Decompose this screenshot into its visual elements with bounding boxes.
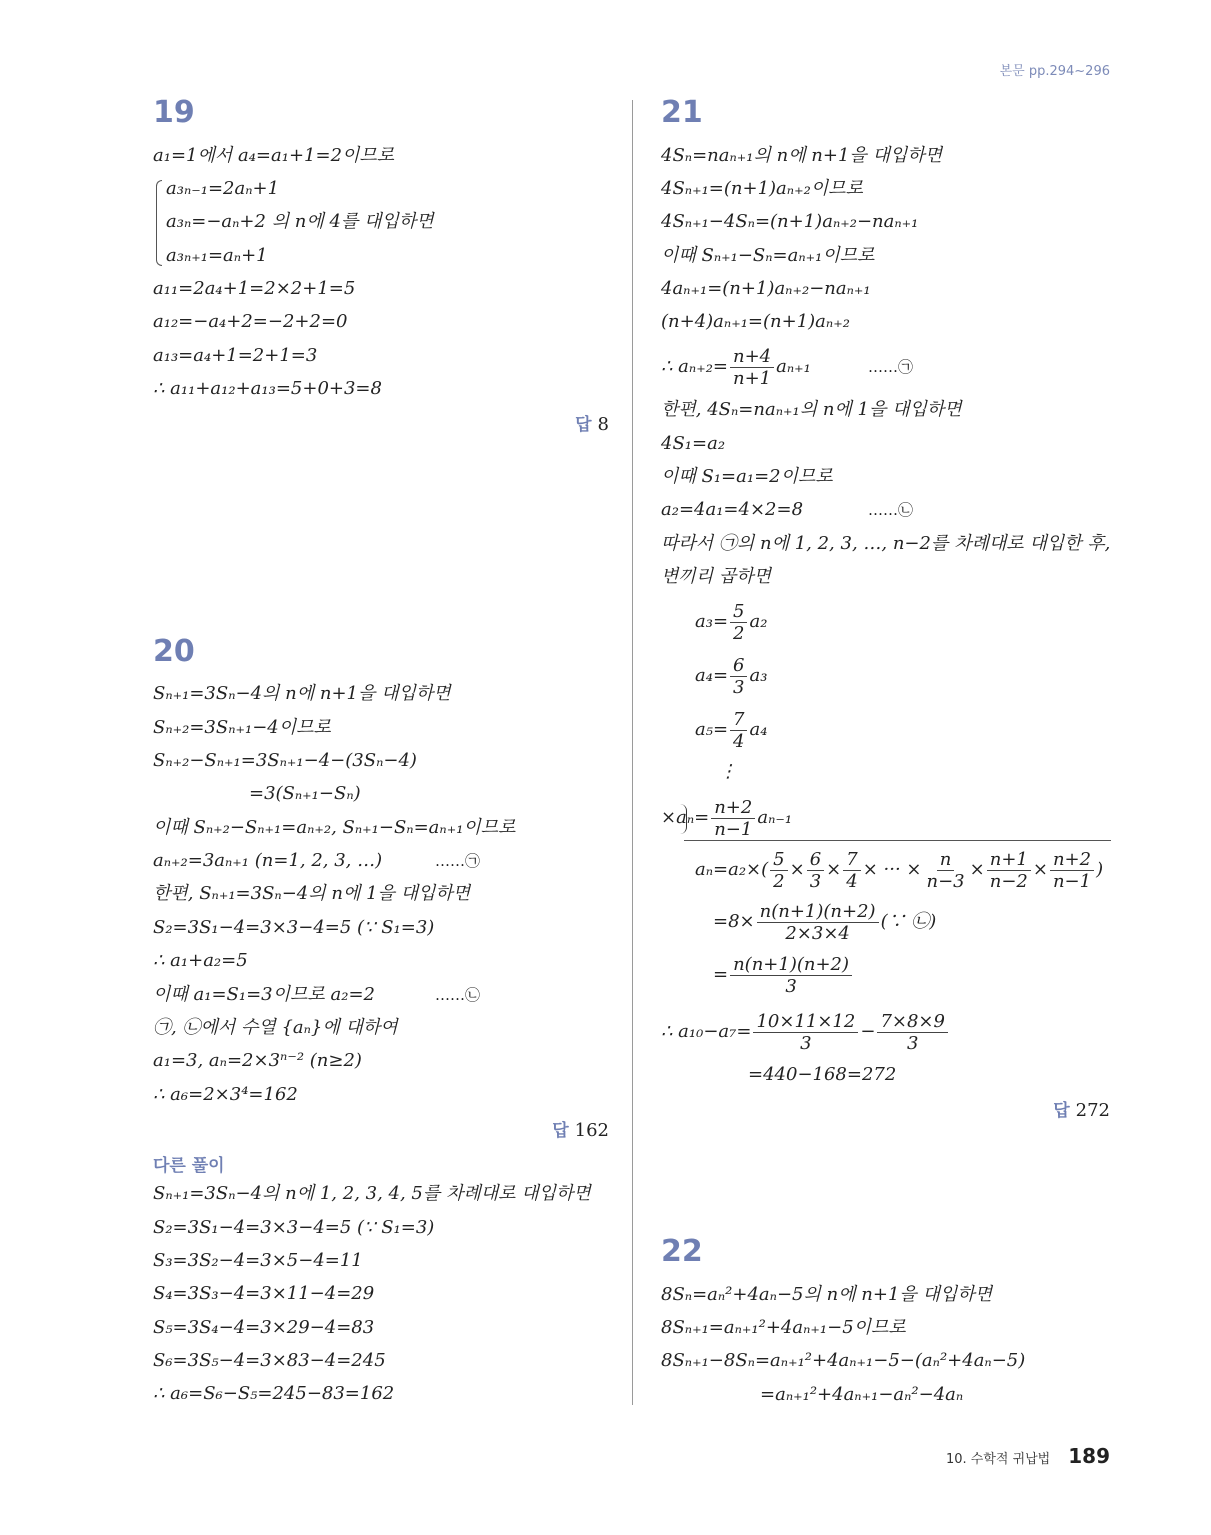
solution-line: S₃=3S₂−4=3×5−4=11: [153, 1250, 363, 1271]
fraction-denominator: 3: [733, 676, 745, 698]
solution-line: 변끼리 곱하면: [661, 566, 772, 587]
fraction-denominator: 2: [773, 870, 785, 892]
fraction: [843, 849, 860, 892]
fraction: [730, 601, 747, 644]
fraction-denominator: 3: [906, 1032, 919, 1054]
chapter-title: 10. 수학적 귀납법: [945, 1452, 1051, 1467]
solution-line: 한편, 4Sₙ=naₙ₊₁의 n에 1을 대입하면: [661, 399, 962, 420]
system-brace: [156, 180, 162, 266]
solution-line: 이때 S₁=a₁=2이므로: [661, 466, 833, 487]
answer-label: 답: [1053, 1101, 1070, 1121]
fraction-numerator: n(n+1)(n+2): [730, 954, 852, 976]
fraction-numerator: n+2: [1050, 849, 1094, 871]
solution-line: [695, 598, 767, 646]
solution-line: 4aₙ₊₁=(n+1)aₙ₊₂−naₙ₊₁: [661, 278, 871, 299]
solution-line: a₁=1에서 a₄=a₁+1=2이므로: [153, 145, 395, 166]
page-number: 189: [1068, 1444, 1110, 1468]
math-text: × ··· ×: [862, 859, 922, 880]
fraction-denominator: 4: [846, 870, 858, 892]
fraction-numerator: 5: [770, 849, 787, 871]
solution-line: a₁₃=a₄+1=2+1=3: [153, 345, 318, 366]
math-text: −: [860, 1021, 876, 1042]
math-text: ×: [969, 859, 985, 880]
fraction-denominator: n−1: [1052, 870, 1092, 892]
equation-marker: ……㉡: [435, 986, 481, 1004]
solution-line: a₃ₙ₋₁=2aₙ+1: [166, 178, 280, 199]
solution-line: ⋮: [719, 761, 737, 782]
problem-number: 20: [153, 634, 195, 669]
math-text: a₄: [749, 719, 768, 740]
answer-label: 답: [552, 1121, 569, 1141]
fraction-numerator: 6: [730, 655, 747, 677]
math-text: aₙ₊₂=3aₙ₊₁ (n=1, 2, 3, …): [153, 850, 383, 871]
solution-line: Sₙ₊₁=3Sₙ−4의 n에 1, 2, 3, 4, 5를 차례대로 대입하면: [153, 1183, 591, 1204]
fraction: [730, 655, 747, 698]
solution-line: [153, 982, 481, 1008]
solution-line: ∴ a₁₁+a₁₂+a₁₃=5+0+3=8: [153, 378, 382, 399]
fraction-numerator: 6: [807, 849, 824, 871]
fraction: [1050, 849, 1094, 892]
solution-line: a₁=3, aₙ=2×3ⁿ⁻² (n≥2): [153, 1050, 362, 1071]
math-text: a₅=: [695, 719, 729, 740]
math-text: (∵ ㉡): [880, 911, 937, 932]
equation-marker: ……㉠: [435, 852, 481, 870]
fraction-denominator: n−2: [989, 870, 1028, 892]
solution-line: ㉠, ㉡에서 수열 {aₙ}에 대하여: [153, 1017, 398, 1038]
solution-line: [153, 848, 481, 874]
fraction: [987, 849, 1031, 892]
solution-line: S₄=3S₃−4=3×11−4=29: [153, 1283, 375, 1304]
solution-line: [713, 898, 936, 946]
solution-line: 이때 Sₙ₊₁−Sₙ=aₙ₊₁이므로: [661, 245, 875, 266]
problem-number: 21: [661, 95, 703, 130]
fraction: [807, 849, 824, 892]
math-text: 이때 a₁=S₁=3이므로 a₂=2: [153, 984, 375, 1005]
solution-line: a₃ₙ₊₁=aₙ+1: [166, 245, 268, 266]
solution-line: a₁₂=−a₄+2=−2+2=0: [153, 311, 348, 332]
fraction-numerator: 7: [730, 709, 747, 731]
math-text: a₃: [749, 665, 768, 686]
page-reference: 본문 pp.294~296: [999, 64, 1110, 79]
fraction-denominator: 2: [733, 622, 745, 644]
solution-line: Sₙ₊₂−Sₙ₊₁=3Sₙ₊₁−4−(3Sₙ−4): [153, 750, 417, 771]
math-text: a₂=4a₁=4×2=8: [661, 499, 804, 520]
math-text: ×: [661, 807, 677, 828]
fraction-denominator: 2×3×4: [785, 922, 850, 944]
solution-line: S₂=3S₁−4=3×3−4=5 (∵ S₁=3): [153, 917, 435, 938]
math-text: ∴ a₁₀−a₇=: [661, 1021, 752, 1042]
answer: [1053, 1096, 1110, 1121]
math-text: aₙ₋₁: [757, 807, 793, 828]
equation-marker: ……㉡: [868, 501, 914, 519]
solution-line: 따라서 ㉠의 n에 1, 2, 3, …, n−2를 차례대로 대입한 후,: [661, 533, 1111, 554]
solution-line: [713, 951, 854, 999]
fraction-numerator: 7×8×9: [877, 1011, 948, 1033]
math-text: ×: [789, 859, 805, 880]
solution-line: ∴ a₁+a₂=5: [153, 950, 248, 971]
fraction-denominator: 3: [809, 870, 822, 892]
solution-line: [695, 846, 1103, 894]
answer-value: 162: [574, 1120, 609, 1141]
fraction-denominator: n−3: [926, 870, 965, 892]
alternative-solution-heading: 다른 풀이: [153, 1156, 225, 1176]
math-text: ×: [826, 859, 842, 880]
solution-line: a₁₁=2a₄+1=2×2+1=5: [153, 278, 356, 299]
solution-line: 8Sₙ₊₁−8Sₙ=aₙ₊₁²+4aₙ₊₁−5−(aₙ²+4aₙ−5): [661, 1350, 1026, 1371]
math-text: ∴ aₙ₊₂=: [661, 356, 728, 377]
fraction: [770, 849, 787, 892]
fraction-denominator: 3: [785, 975, 797, 997]
fraction-numerator: n+4: [730, 346, 774, 368]
solution-line: S₂=3S₁−4=3×3−4=5 (∵ S₁=3): [153, 1217, 435, 1238]
footer: [946, 1444, 1110, 1468]
problem-number: 22: [661, 1234, 703, 1269]
equation-marker: ……㉠: [868, 358, 914, 376]
solution-line: S₅=3S₄−4=3×29−4=83: [153, 1317, 375, 1338]
solution-line: (n+4)aₙ₊₁=(n+1)aₙ₊₂: [661, 311, 850, 332]
fraction-denominator: 4: [733, 730, 745, 752]
problem-number: 19: [153, 95, 195, 130]
fraction: [730, 954, 852, 997]
solution-line: [661, 1008, 950, 1056]
solution-line: =440−168=272: [748, 1064, 897, 1085]
answer-label: 답: [575, 415, 592, 435]
solution-line: a₃ₙ=−aₙ+2 의 n에 4를 대입하면: [166, 211, 434, 232]
solution-line: Sₙ₊₂=3Sₙ₊₁−4이므로: [153, 717, 331, 738]
fraction-denominator: n+1: [733, 367, 772, 389]
solution-line: 4Sₙ₊₁−4Sₙ=(n+1)aₙ₊₂−naₙ₊₁: [661, 211, 919, 232]
solution-line: [695, 706, 767, 754]
math-text: aₙ=: [676, 807, 710, 828]
solution-line: 8Sₙ=aₙ²+4aₙ−5의 n에 n+1을 대입하면: [661, 1284, 993, 1305]
fraction: [877, 1011, 948, 1054]
fraction: [711, 797, 755, 840]
fraction: [757, 901, 879, 944]
solution-line: 4S₁=a₂: [661, 433, 726, 454]
fraction-numerator: n: [937, 849, 955, 871]
math-text: =: [713, 964, 729, 985]
product-rule: [684, 840, 1111, 841]
fraction: [730, 709, 747, 752]
math-text: a₃=: [695, 611, 729, 632]
solution-line: =3(Sₙ₊₁−Sₙ): [249, 783, 361, 804]
math-text: aₙ=a₂×(: [695, 859, 769, 880]
fraction-denominator: 3: [800, 1032, 812, 1054]
fraction: [924, 849, 968, 892]
fraction: [753, 1011, 858, 1054]
math-text: a₂: [749, 611, 768, 632]
fraction: [730, 346, 774, 389]
answer: [575, 410, 609, 435]
solution-line: 4Sₙ=naₙ₊₁의 n에 n+1을 대입하면: [661, 145, 943, 166]
math-text: =8×: [713, 911, 755, 932]
solution-line: 8Sₙ₊₁=aₙ₊₁²+4aₙ₊₁−5이므로: [661, 1317, 906, 1338]
solution-line: 4Sₙ₊₁=(n+1)aₙ₊₂이므로: [661, 178, 863, 199]
math-text: ×: [1032, 859, 1048, 880]
math-text: ): [1096, 859, 1104, 880]
solution-line: 이때 Sₙ₊₂−Sₙ₊₁=aₙ₊₂, Sₙ₊₁−Sₙ=aₙ₊₁이므로: [153, 817, 516, 838]
column-divider: [632, 100, 633, 1405]
answer-value: 272: [1075, 1100, 1110, 1121]
fraction-denominator: n−1: [714, 818, 753, 840]
math-text: aₙ₊₁: [776, 356, 811, 377]
fraction-numerator: n+2: [711, 797, 755, 819]
solution-line: [661, 497, 914, 523]
fraction-numerator: 7: [843, 849, 860, 871]
solution-line: [695, 652, 767, 700]
answer: [552, 1116, 609, 1141]
solution-line: ∴ a₆=2×3⁴=162: [153, 1084, 298, 1105]
solution-line: 한편, Sₙ₊₁=3Sₙ−4의 n에 1을 대입하면: [153, 883, 471, 904]
solution-line: Sₙ₊₁=3Sₙ−4의 n에 n+1을 대입하면: [153, 683, 451, 704]
fraction-numerator: 5: [730, 601, 747, 623]
multiply-bracket: [680, 804, 687, 834]
answer-value: 8: [597, 414, 609, 435]
solution-line: =aₙ₊₁²+4aₙ₊₁−aₙ²−4aₙ: [760, 1384, 964, 1405]
fraction-numerator: 10×11×12: [753, 1011, 858, 1033]
fraction-numerator: n+1: [987, 849, 1031, 871]
solution-line: ∴ a₆=S₆−S₅=245−83=162: [153, 1383, 395, 1404]
fraction-numerator: n(n+1)(n+2): [757, 901, 879, 923]
math-text: a₄=: [695, 665, 729, 686]
solution-line: S₆=3S₅−4=3×83−4=245: [153, 1350, 386, 1371]
solution-line: [661, 343, 914, 391]
